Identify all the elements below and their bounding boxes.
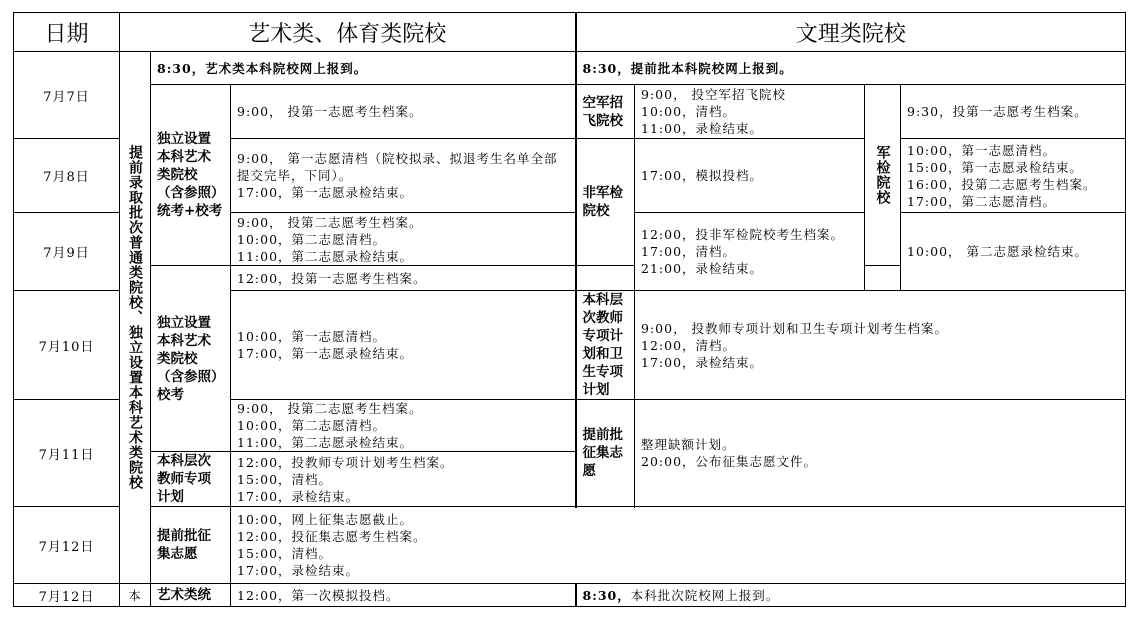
art-cat-independent-unified: 独立设置本科艺术类院校（含参照）统考+校考 (151, 85, 231, 266)
header-art-sports: 艺术类、体育类院校 (120, 13, 576, 52)
sci-event-air: 9:00， 投空军招飞院校 10:00，清档。 11:00，录检结束。 (635, 85, 865, 139)
art-last-batch: 本 (120, 584, 151, 607)
art-cat-early-collect: 提前批征集志愿 (151, 507, 231, 584)
date-cell: 7月12日 (14, 507, 120, 584)
art-event-d10: 10:00，第一志愿清档。 17:00，第一志愿录检结束。 (231, 291, 576, 400)
art-cat-teacher: 本科层次教师专项计划 (151, 452, 231, 507)
sci-cat-teacher-health: 本科层次教师专项计划和卫生专项计划 (576, 291, 635, 400)
sci-last-notice: 8:30，本科批次院校网上报到。 (576, 584, 1126, 607)
sci-event-mil2: 10:00，第一志愿清档。 15:00，第一志愿录检结束。 16:00，投第二志愿考生档案。 17:00，第二志愿清档。 (901, 139, 1126, 213)
sci-cat-mil: 军检院校 (865, 85, 901, 266)
sci-last-notice-text: 本科批次院校网上报到。 (630, 587, 780, 603)
sci-event-mil1: 9:30，投第一志愿考生档案。 (901, 85, 1126, 139)
art-row7-notice: 8:30，艺术类本科院校网上报到。 (151, 52, 576, 85)
date-cell: 7月9日 (14, 213, 120, 291)
header-date: 日期 (14, 13, 120, 52)
admission-schedule-table (13, 12, 1126, 607)
art-event-d11a: 9:00， 投第二志愿考生档案。 10:00，第二志愿清档。 11:00，第二志愿录检结束。 (231, 400, 576, 452)
sci-cat-early-collect: 提前批征集志愿 (576, 400, 635, 507)
date-cell: 7月12日 (14, 584, 120, 607)
sci-row7-notice: 8:30，提前批本科院校网上报到。 (576, 52, 1126, 85)
art-batch-label: 提前录取批次普通类院校、独立设置本科艺术类院校 (120, 52, 151, 584)
art-last-cat: 艺术类统 (151, 584, 231, 607)
sci-event-mil3: 10:00， 第二志愿录检结束。 (901, 213, 1126, 291)
sci-event-early-collect: 整理缺额计划。 20:00，公布征集志愿文件。 (635, 400, 1126, 507)
date-cell: 7月7日 (14, 52, 120, 139)
sci-cat-nonmil: 非军检院校 (576, 139, 635, 266)
sci-cat-air: 空军招飞院校 (576, 85, 635, 139)
art-event-d12: 10:00，网上征集志愿截止。 12:00，投征集志愿考生档案。 15:00，清档。 17:00，录检结束。 (231, 507, 1126, 584)
date-cell: 7月8日 (14, 139, 120, 213)
sci-event-nonmil: 12:00，投非军检院校考生档案。 17:00，清档。 21:00，录检结束。 (635, 213, 865, 291)
schedule-wrapper (13, 12, 1126, 607)
art-event-d11b: 12:00，投教师专项计划考生档案。 15:00，清档。 17:00，录检结束。 (231, 452, 576, 507)
sci-event-teacher-health: 9:00， 投教师专项计划和卫生专项计划考生档案。 12:00，清档。 17:00，录检结束。 (635, 291, 1126, 400)
art-cat-independent-school: 独立设置本科艺术类院校（含参照）校考 (151, 266, 231, 452)
sci-event-nonmil-mock: 17:00，模拟投档。 (635, 139, 865, 213)
art-event-d9a: 9:00， 投第二志愿考生档案。 10:00，第二志愿清档。 11:00，第二志愿录检结束。 (231, 213, 576, 266)
date-cell: 7月10日 (14, 291, 120, 400)
art-last-event: 12:00，第一次模拟投档。 (231, 584, 576, 607)
art-event-d8: 9:00， 第一志愿清档（院校拟录、拟退考生名单全部提交完毕，下同）。 17:00，第一志愿录检结束。 (231, 139, 576, 213)
art-event-d9b: 12:00，投第一志愿考生档案。 (231, 266, 576, 291)
art-event-d7: 9:00， 投第一志愿考生档案。 (231, 85, 576, 139)
header-liberal-science: 文理类院校 (576, 13, 1126, 52)
date-cell: 7月11日 (14, 400, 120, 507)
